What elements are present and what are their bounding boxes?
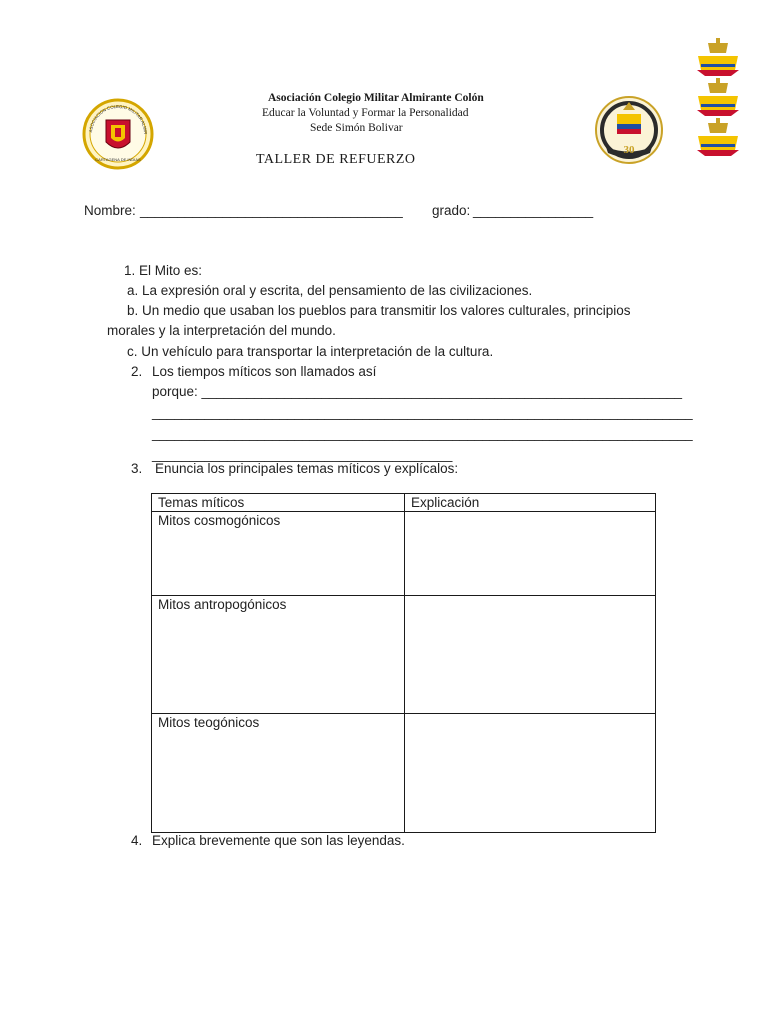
stacked-ship-emblems-logo bbox=[693, 38, 743, 158]
grade-field-blank[interactable]: ________________ bbox=[473, 203, 594, 218]
table-cell-tema: Mitos teogónicos bbox=[152, 714, 405, 833]
grade-field-label: grado: bbox=[432, 203, 471, 218]
ship-emblem-bottom bbox=[697, 118, 739, 156]
myth-themes-table bbox=[151, 493, 656, 833]
table-header-cell: Temas míticos bbox=[152, 494, 405, 512]
question-2-porque-blank[interactable]: porque: ________________________________________________________________ bbox=[152, 384, 683, 399]
school-name: Asociación Colegio Militar Almirante Colón bbox=[268, 92, 484, 104]
answer-line[interactable]: ________________________________________________________________________ bbox=[152, 405, 693, 420]
ship-emblem-middle bbox=[697, 78, 739, 116]
table-cell-explicacion[interactable] bbox=[405, 596, 656, 714]
question-1-option-a: a. La expresión oral y escrita, del pensamiento de las civilizaciones. bbox=[127, 283, 533, 298]
anniversary-emblem-logo bbox=[590, 92, 668, 170]
seal-arc-text: ASOCIACION COLEGIO MILITAR ALMIR bbox=[88, 103, 149, 135]
question-2-number: 2. bbox=[131, 364, 143, 379]
answer-line[interactable]: ________________________________________ bbox=[152, 447, 453, 462]
question-1-option-b: b. Un medio que usaban los pueblos para transmitir los valores culturales, principios bbox=[127, 303, 631, 318]
table-row bbox=[152, 512, 656, 596]
table-row bbox=[152, 596, 656, 714]
question-1: 1. El Mito es: bbox=[124, 263, 203, 278]
table-row bbox=[152, 714, 656, 833]
school-seal-left-logo bbox=[82, 98, 154, 170]
table-header-row bbox=[152, 494, 656, 512]
seal-bottom-text: CARTAGENA DE INDIAS bbox=[95, 157, 141, 162]
ship-emblem-top bbox=[697, 38, 739, 76]
table-cell-tema: Mitos antropogónicos bbox=[152, 596, 405, 714]
school-campus: Sede Simón Bolivar bbox=[310, 122, 403, 134]
school-motto: Educar la Voluntad y Formar la Personalidad bbox=[262, 107, 469, 119]
table-header-cell: Explicación bbox=[405, 494, 656, 512]
question-2-text: Los tiempos míticos son llamados así bbox=[152, 364, 377, 379]
worksheet-title: TALLER DE REFUERZO bbox=[256, 152, 416, 167]
question-1-option-c: c. Un vehículo para transportar la interpretación de la cultura. bbox=[127, 344, 494, 359]
question-4-number: 4. bbox=[131, 833, 143, 848]
question-4-text: Explica brevemente que son las leyendas. bbox=[152, 833, 405, 848]
table-cell-tema: Mitos cosmogónicos bbox=[152, 512, 405, 596]
question-3-text: Enuncia los principales temas míticos y explícalos: bbox=[155, 461, 459, 476]
answer-line[interactable]: ________________________________________________________________________ bbox=[152, 426, 693, 441]
table-cell-explicacion[interactable] bbox=[405, 512, 656, 596]
name-field-label: Nombre: bbox=[84, 203, 136, 218]
question-3-number: 3. bbox=[131, 461, 143, 476]
anniversary-number: 30 bbox=[623, 144, 635, 156]
name-field-blank[interactable]: ___________________________________ bbox=[140, 203, 403, 218]
question-1-option-b-continued: morales y la interpretación del mundo. bbox=[107, 323, 336, 338]
table-cell-explicacion[interactable] bbox=[405, 714, 656, 833]
